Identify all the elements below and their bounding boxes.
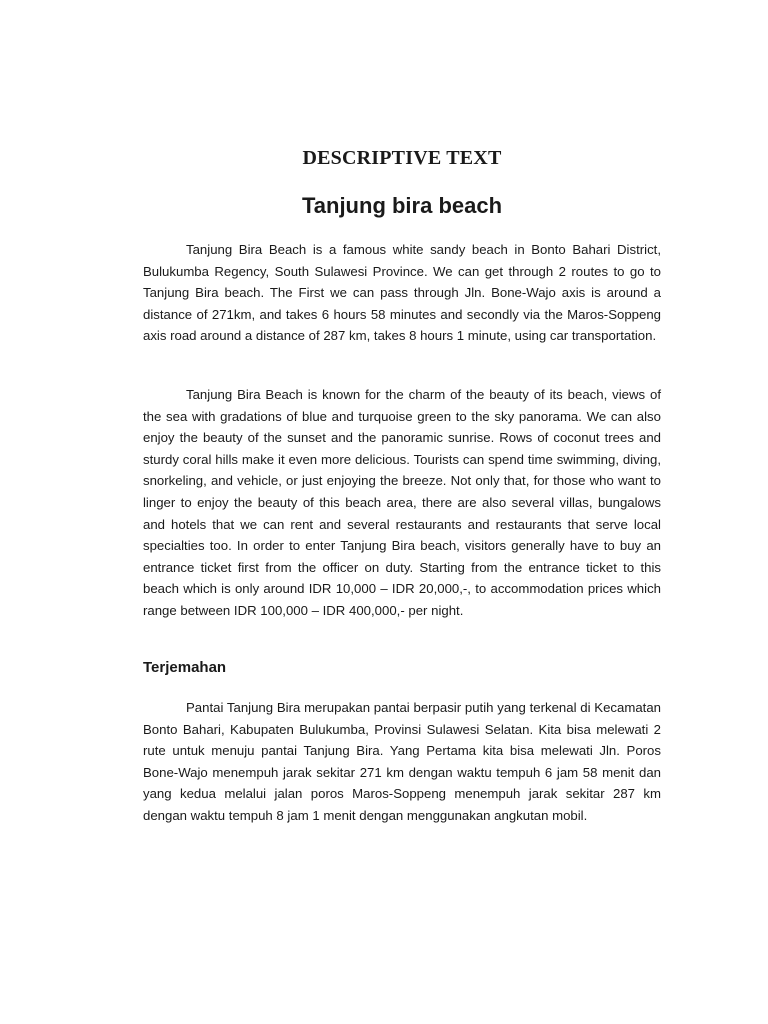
translation-heading: Terjemahan bbox=[143, 659, 227, 676]
document-page bbox=[143, 0, 661, 1024]
translation-paragraph: Pantai Tanjung Bira merupakan pantai berpasir putih yang terkenal di Kecamatan Bonto Bahari, Kabupaten Bulukumba, Provinsi Sulawesi Selatan. Kita bisa melewati 2 rute untuk menuju pantai Tanjung Bira. Yang Pertama kita bisa melewati Jln. Poros Bone-Wajo menempuh jarak sekitar 271 km dengan waktu tempuh 6 jam 58 menit dan yang kedua melalui jalan poros Maros-Soppeng menempuh jarak sekitar 287 km dengan waktu tempuh 8 jam 1 menit dengan menggunakan angkutan mobil. bbox=[143, 700, 661, 823]
document-subtitle: Tanjung bira beach bbox=[301, 193, 503, 218]
paragraph-routes: Tanjung Bira Beach is a famous white sandy beach in Bonto Bahari District, Bulukumba Regency, South Sulawesi Province. We can get through 2 routes to go to Tanjung Bira beach. The First we can pass through Jln. Bone-Wajo axis is around a distance of 271km, and takes 6 hours 58 minutes and secondly via the Maros-Soppeng axis road around a distance of 287 km, takes 8 hours 1 minute, using car transportation. bbox=[143, 242, 661, 344]
document-title: DESCRIPTIVE TEXT bbox=[302, 147, 502, 169]
paragraph-attractions: Tanjung Bira Beach is known for the charm of the beauty of its beach, views of the sea with gradations of blue and turquoise green to the sky panorama. We can also enjoy the beauty of the sunset and the panoramic sunrise. Rows of coconut trees and sturdy coral hills make it even more delicious. Tourists can spend time swimming, diving, snorkeling, and vehicle, or just enjoying the breeze. Not only that, for those who want to linger to enjoy the beauty of this beach area, there are also several villas, bungalows and hotels that we can rent and several restaurants and restaurants that serve local specialties too. In order to enter Tanjung Bira beach, visitors generally have to buy an entrance ticket first from the officer on duty. Starting from the entrance ticket to this beach which is only around IDR 10,000 – IDR 20,000,-, to accommodation prices which range between IDR 100,000 – IDR 400,000,- per night. bbox=[143, 387, 661, 618]
